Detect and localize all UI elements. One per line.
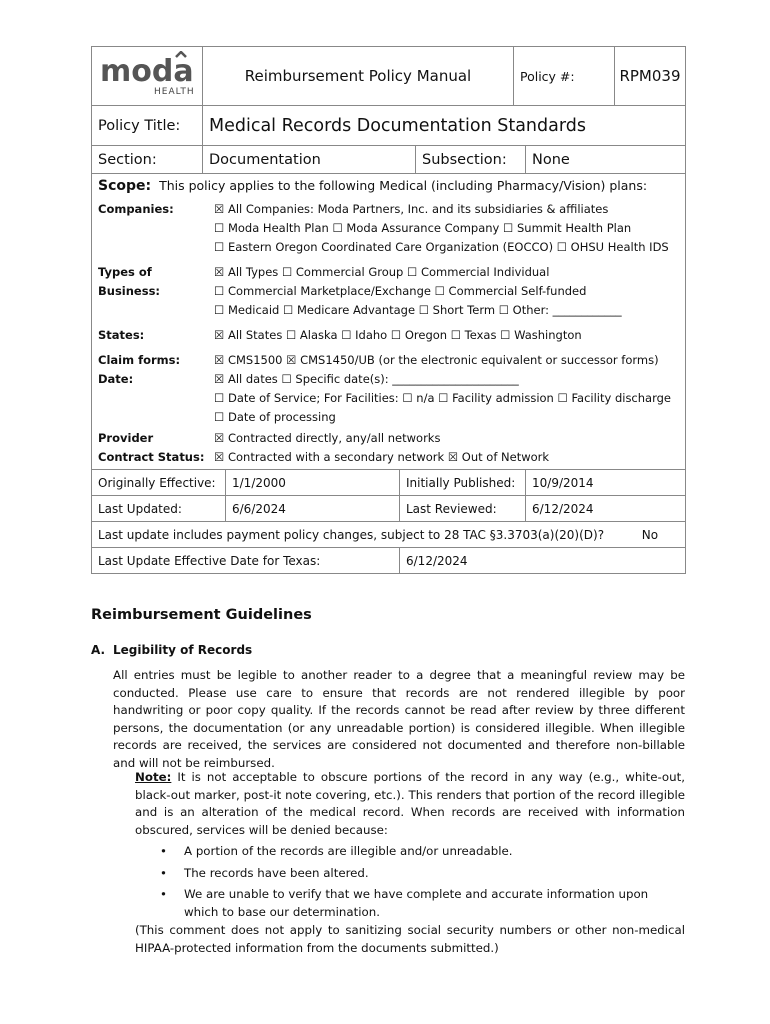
types-row [98, 263, 679, 320]
policy-number-label: Policy #: [514, 47, 615, 106]
provider-row [98, 429, 679, 467]
scope-line [98, 178, 679, 194]
date-line: ☐ Date of processing [214, 410, 336, 424]
scope-label: Scope: [98, 178, 152, 194]
last-updated-value: 6/6/2024 [226, 496, 400, 522]
date-row [98, 370, 679, 427]
tac-row [92, 522, 686, 548]
note-text: It is not acceptable to obscure portions of the record in any way (e.g., white-out, black-out marker, post-it note covering, etc.). This renders that portion of the record illegible and is an alteration of the medical record. When records are received with information obscured, services will be denied because: [135, 770, 685, 837]
date-line: ☒ All dates ☐ Specific date(s): ______________________ [214, 372, 519, 386]
scope-block [91, 174, 686, 470]
section-table [91, 145, 686, 174]
types-line: ☐ Commercial Marketplace/Exchange ☐ Commercial Self-funded [214, 284, 587, 298]
subheading-a [91, 643, 252, 657]
section-heading: Reimbursement Guidelines [91, 607, 312, 623]
dates-table [91, 469, 686, 522]
list-item: • A portion of the records are illegible and/or unreadable. [160, 843, 685, 861]
legibility-paragraph: All entries must be legible to another reader to a degree that a meaningful review may be conducted. Please use care to ensure that records are not rendered illegible by poor handwriting or poor copy quality. If the records cannot be read after review by three different persons, the documentation (or any unreadable portion) is considered illegible. When illegible records are received, the services are considered not documented and therefore non-billable and will not be reimbursed. [113, 668, 685, 770]
originally-effective-label: Originally Effective: [92, 470, 226, 496]
subsection-value: None [526, 146, 686, 174]
types-label: Types of [98, 265, 152, 279]
date-line: ☐ Date of Service; For Facilities: ☐ n/a ☐ Facility admission ☐ Facility discharge [214, 391, 671, 405]
denial-reasons-list [160, 843, 685, 925]
policy-number: RPM039 [615, 47, 686, 106]
states-label: States: [98, 328, 145, 342]
list-item: • The records have been altered. [160, 865, 685, 883]
subheading-letter: A. [91, 643, 106, 657]
last-reviewed-label: Last Reviewed: [400, 496, 526, 522]
types-line: ☐ Medicaid ☐ Medicare Advantage ☐ Short Term ☐ Other: ____________ [214, 303, 622, 317]
title-table [91, 105, 686, 146]
provider-line: ☒ Contracted with a secondary network ☒ Out of Network [214, 450, 550, 464]
companies-row [98, 200, 679, 257]
claim-value: ☒ CMS1500 ☒ CMS1450/UB (or the electronic equivalent or successor forms) [214, 353, 659, 367]
header-table [91, 46, 686, 106]
companies-line: ☒ All Companies: Moda Partners, Inc. and its subsidiaries & affiliates [214, 202, 609, 216]
policy-title-label: Policy Title: [92, 106, 203, 146]
policy-title: Medical Records Documentation Standards [203, 106, 686, 146]
closing-paragraph: (This comment does not apply to sanitizing social security numbers or other non-medical HIPAA-protected information from the documents submitted.) [135, 923, 685, 955]
companies-label: Companies: [98, 202, 174, 216]
tac-table [91, 521, 686, 548]
manual-title: Reimbursement Policy Manual [203, 47, 514, 106]
companies-line: ☐ Eastern Oregon Coordinated Care Organization (EOCCO) ☐ OHSU Health IDS [214, 240, 669, 254]
last-reviewed-value: 6/12/2024 [526, 496, 686, 522]
svg-text:moda: moda [100, 54, 194, 89]
svg-text:HEALTH: HEALTH [154, 87, 195, 97]
originally-effective-value: 1/1/2000 [226, 470, 400, 496]
note-label: Note: [135, 770, 172, 784]
texas-table [91, 547, 686, 574]
moda-health-logo-icon [98, 51, 196, 97]
subheading-text: Legibility of Records [113, 643, 253, 657]
policy-header-block [91, 46, 686, 574]
states-value: ☒ All States ☐ Alaska ☐ Idaho ☐ Oregon ☐ Texas ☐ Washington [214, 328, 582, 342]
texas-label: Last Update Effective Date for Texas: [92, 548, 400, 574]
section-value: Documentation [203, 146, 416, 174]
subsection-label: Subsection: [416, 146, 526, 174]
provider-label: Contract Status: [98, 450, 205, 464]
provider-label: Provider [98, 431, 154, 445]
scope-text: This policy applies to the following Medical (including Pharmacy/Vision) plans: [159, 178, 648, 193]
types-label: Business: [98, 284, 161, 298]
claim-label: Claim forms: [98, 353, 181, 367]
tac-value: No [641, 527, 659, 542]
date-label: Date: [98, 372, 134, 386]
initially-published-value: 10/9/2014 [526, 470, 686, 496]
claim-row [98, 351, 679, 370]
types-line: ☒ All Types ☐ Commercial Group ☐ Commercial Individual [214, 265, 550, 279]
provider-line: ☒ Contracted directly, any/all networks [214, 431, 441, 445]
moda-logo [92, 47, 203, 106]
texas-value: 6/12/2024 [400, 548, 686, 574]
initially-published-label: Initially Published: [400, 470, 526, 496]
tac-label: Last update includes payment policy changes, subject to 28 TAC §3.3703(a)(20)(D)? [98, 527, 605, 542]
list-item: • We are unable to verify that we have complete and accurate information upon which to base our determination. [160, 886, 685, 921]
section-label: Section: [92, 146, 203, 174]
note-paragraph [135, 769, 685, 839]
last-updated-label: Last Updated: [92, 496, 226, 522]
companies-line: ☐ Moda Health Plan ☐ Moda Assurance Company ☐ Summit Health Plan [214, 221, 632, 235]
states-row [98, 326, 679, 345]
